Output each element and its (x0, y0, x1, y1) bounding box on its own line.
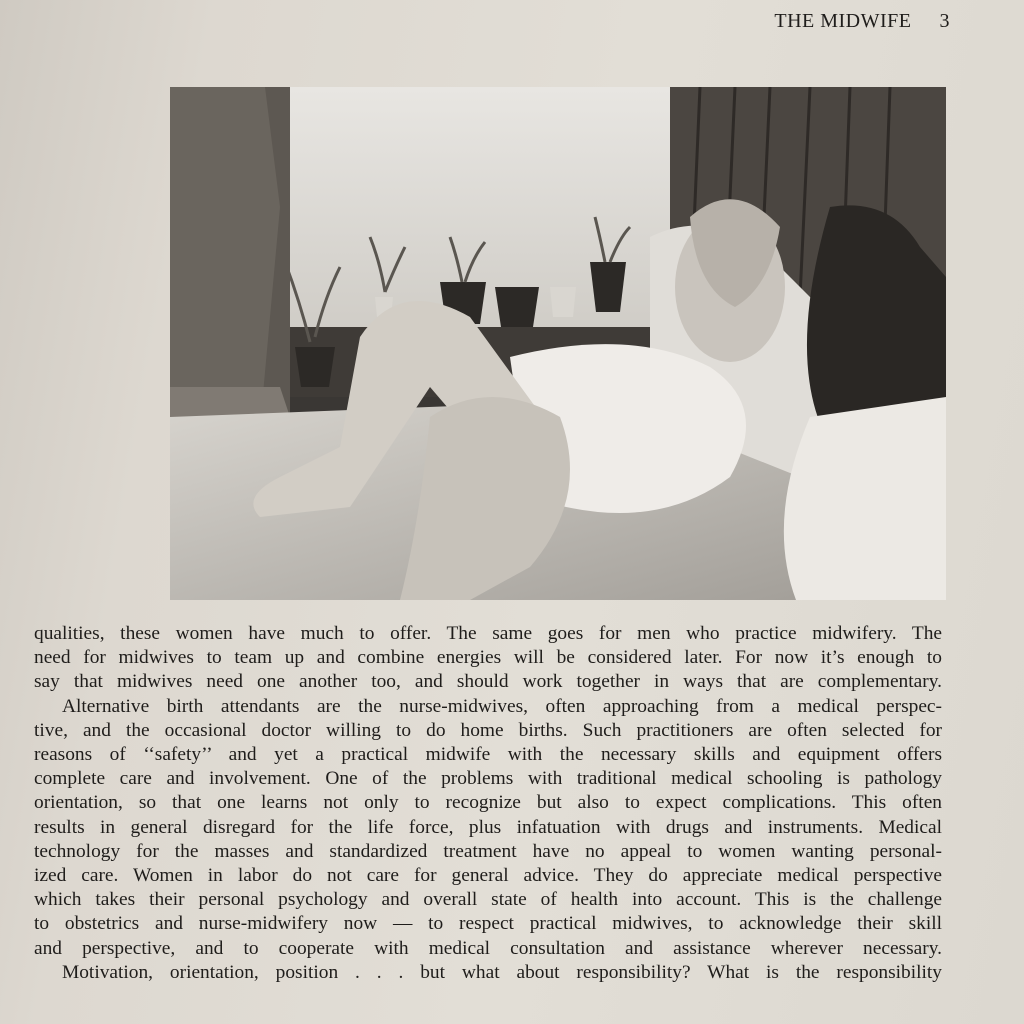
body-text (34, 622, 942, 985)
text-line: need for midwives to team up and combine energies will be considered later. For now it’s enough to (34, 647, 942, 669)
text-line: qualities, these women have much to offer. The same goes for men who practice midwifery. The (34, 623, 942, 644)
paragraph-2 (34, 695, 942, 961)
text-line: reasons of ‘‘safety’’ and yet a practical midwife with the necessary skills and equipment offers (34, 744, 942, 766)
text-line: say that midwives need one another too, and should work together in ways that are complementary. (34, 671, 942, 693)
paragraph-3 (34, 961, 942, 985)
text-line: complete care and involvement. One of the problems with traditional medical schooling is pathology (34, 768, 942, 790)
text-line: Alternative birth attendants are the nurse-midwives, often approaching from a medical perspec- (62, 695, 942, 717)
running-title: THE MIDWIFE (774, 10, 912, 32)
text-line: to obstetrics and nurse-midwifery now — to respect practical midwives, to acknowledge their skill (34, 913, 942, 935)
page-number: 3 (939, 10, 950, 32)
text-line: ized care. Women in labor do not care for general advice. They do appreciate medical perspective (34, 865, 942, 887)
text-line: tive, and the occasional doctor willing to do home births. Such practitioners are often selected for (34, 719, 942, 741)
text-line: and perspective, and to cooperate with medical consultation and assistance wherever necessary. (34, 937, 942, 959)
running-header (774, 10, 950, 33)
text-line: results in general disregard for the life force, plus infatuation with drugs and instruments. Medical (34, 816, 942, 838)
text-line: orientation, so that one learns not only to recognize but also to expect complications. This often (34, 792, 942, 814)
paragraph-1 (34, 622, 942, 695)
photograph-icon (170, 87, 946, 600)
text-line: Motivation, orientation, position . . . but what about responsibility? What is the responsibility (62, 961, 942, 983)
text-line: technology for the masses and standardized treatment have no appeal to women wanting personal- (34, 840, 942, 862)
text-line: which takes their personal psychology and overall state of health into account. This is the challenge (34, 889, 942, 911)
photograph (170, 87, 946, 600)
